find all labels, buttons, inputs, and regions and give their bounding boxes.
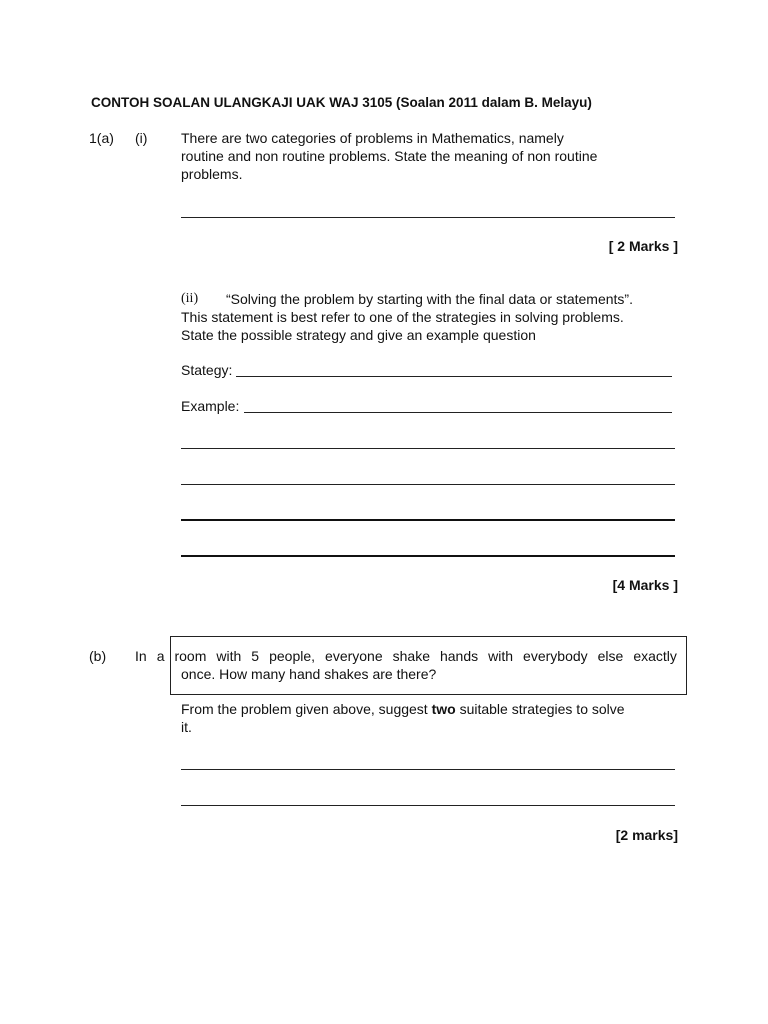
part-ii-text-line-2: This statement is best refer to one of the strategies in solving problems. xyxy=(181,309,624,325)
word: else xyxy=(597,648,624,664)
word: shake xyxy=(392,648,430,664)
marks-part-b: [2 marks] xyxy=(615,827,678,843)
part-b-instruction-line-1 xyxy=(181,700,625,718)
part-i-text-line-2: routine and non routine problems. State the meaning of non routine xyxy=(181,148,598,164)
word: 5 xyxy=(251,648,260,664)
page-title: CONTOH SOALAN ULANGKAJI UAK WAJ 3105 (Soalan 2011 dalam B. Melayu) xyxy=(91,95,592,110)
instruction-bold-word: two xyxy=(431,701,456,717)
part-b-instruction-line-2: it. xyxy=(181,719,192,735)
word: with xyxy=(216,648,242,664)
part-i-text-line-1: There are two categories of problems in Mathematics, namely xyxy=(181,130,564,146)
problem-box-line-2: once. How many hand shakes are there? xyxy=(181,666,437,682)
part-i-label: (i) xyxy=(135,130,148,146)
instruction-text-after: suitable strategies to solve xyxy=(455,701,625,717)
word: room xyxy=(174,648,207,664)
word: hands xyxy=(439,648,479,664)
problem-box-line-1 xyxy=(135,647,677,665)
answer-line-ii-3[interactable] xyxy=(181,519,675,521)
marks-part-ii: [4 Marks ] xyxy=(612,577,678,593)
question-number: 1(a) xyxy=(89,130,114,146)
answer-line-ii-4[interactable] xyxy=(181,555,675,557)
answer-line-b-2[interactable] xyxy=(181,805,675,806)
word: In xyxy=(135,648,147,664)
strategy-label: Stategy: xyxy=(181,362,233,378)
answer-line-b-1[interactable] xyxy=(181,769,675,770)
part-ii-text-line-3: State the possible strategy and give an example question xyxy=(181,327,536,343)
word: exactly xyxy=(633,648,677,664)
example-answer-line[interactable] xyxy=(244,412,672,413)
answer-line-ii-2[interactable] xyxy=(181,484,675,485)
part-ii-text-line-1: “Solving the problem by starting with the final data or statements”. xyxy=(226,291,633,307)
part-b-label: (b) xyxy=(89,648,107,664)
word: everyone xyxy=(325,648,383,664)
example-label: Example: xyxy=(181,398,240,414)
word: with xyxy=(488,648,514,664)
part-i-text-line-3: problems. xyxy=(181,166,243,182)
word: everybody xyxy=(523,648,588,664)
answer-line-i-1[interactable] xyxy=(181,217,675,218)
strategy-answer-line[interactable] xyxy=(236,376,672,377)
word: a xyxy=(156,648,165,664)
instruction-text: From the problem given above, suggest xyxy=(181,701,432,717)
answer-line-ii-1[interactable] xyxy=(181,448,675,449)
marks-part-i: [ 2 Marks ] xyxy=(608,238,678,254)
part-ii-label: (ii) xyxy=(181,291,199,306)
word: people, xyxy=(269,648,316,664)
